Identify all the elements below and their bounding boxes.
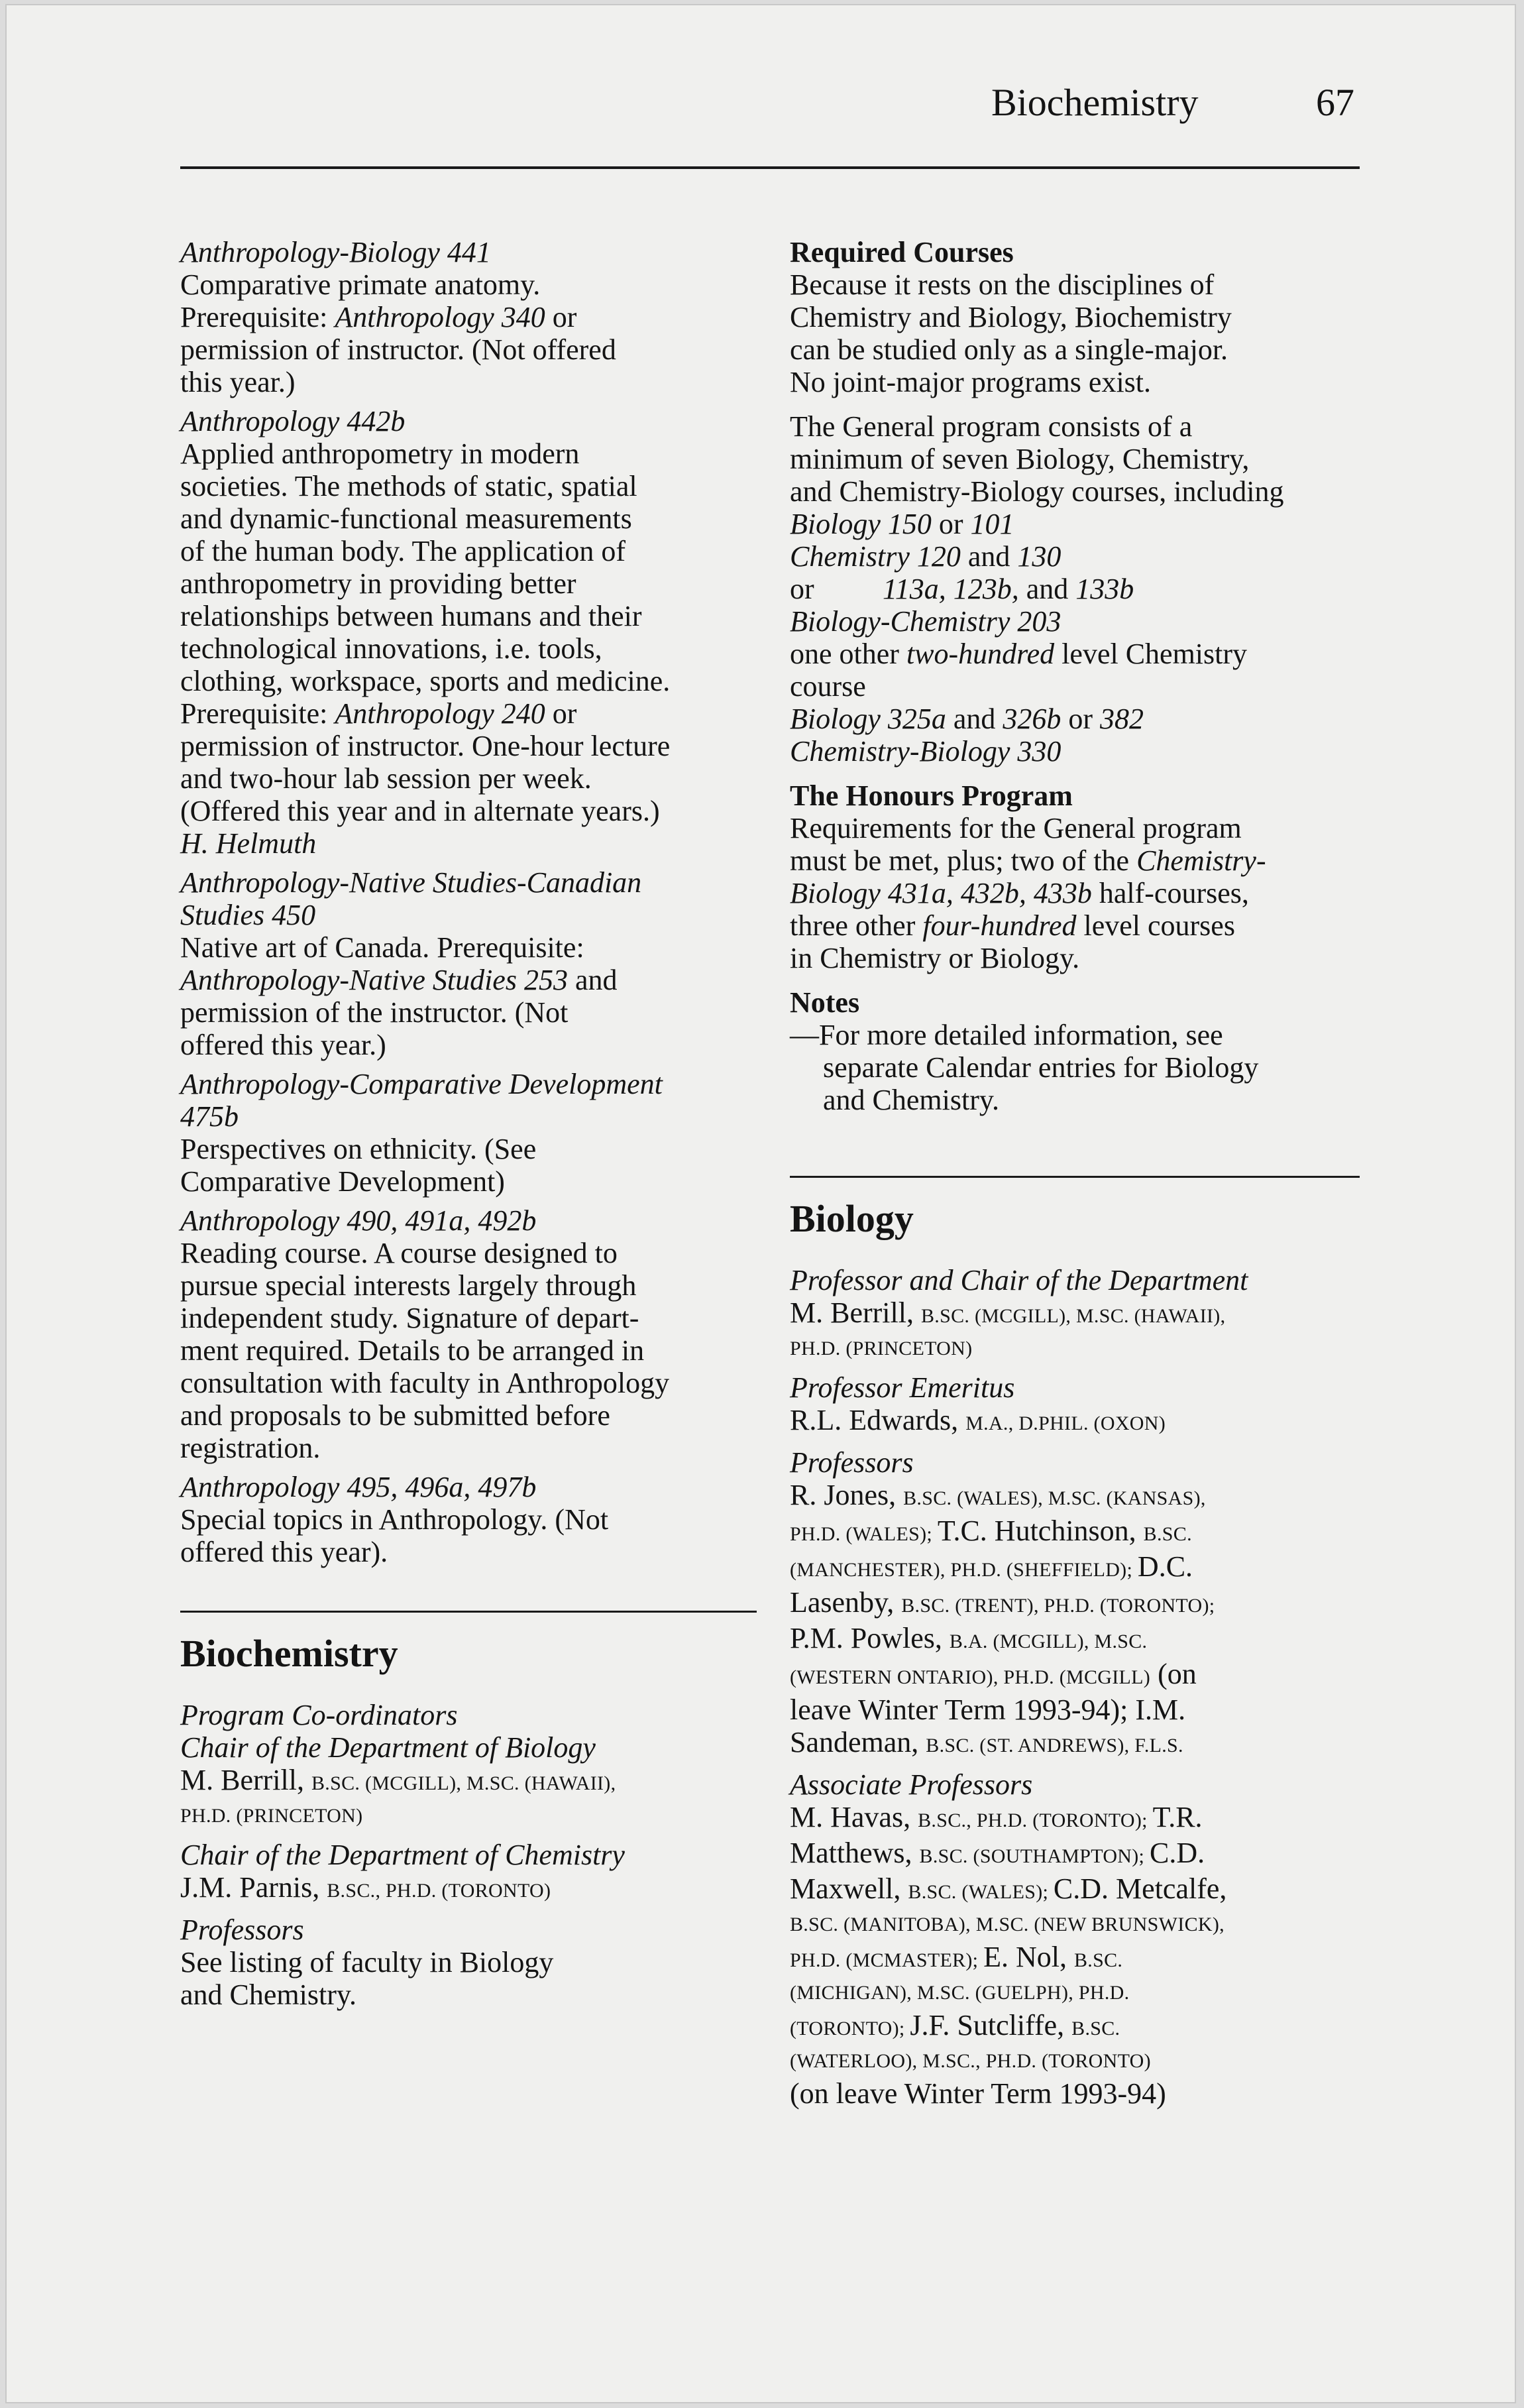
course-title: Anthropology 495, 496a, 497b: [180, 1471, 537, 1503]
section-title-biochemistry: Biochemistry: [180, 1632, 398, 1675]
body-line: No joint-major programs exist.: [790, 366, 1152, 398]
course-requirement: or 113a, 123b, and 133b: [790, 573, 1134, 605]
faculty-line: (MICHIGAN), M.SC. (GUELPH), PH.D.: [790, 1982, 1130, 2004]
course-desc-line: societies. The methods of static, spatial: [180, 470, 637, 502]
faculty-line: (WATERLOO), M.SC., PH.D. (TORONTO): [790, 2050, 1151, 2072]
faculty-degrees: PH.D. (PRINCETON): [790, 1338, 973, 1359]
course-desc-line: and dynamic-functional measurements: [180, 502, 632, 535]
faculty-line: (TORONTO); J.F. Sutcliffe, B.SC.: [790, 2009, 1120, 2041]
course-anthropology-490: [180, 1204, 757, 1464]
course-title: Studies 450: [180, 899, 316, 931]
course-anthropology-495: [180, 1471, 757, 1568]
course-title: Anthropology-Native Studies-Canadian: [180, 866, 642, 899]
biochem-chem-chair: [180, 1839, 757, 1907]
subheading: Professor Emeritus: [790, 1371, 1015, 1404]
faculty-line: Sandeman, B.SC. (ST. ANDREWS), F.L.S.: [790, 1726, 1183, 1758]
notes: [790, 986, 1360, 1116]
course-title: Anthropology 490, 491a, 492b: [180, 1204, 537, 1237]
course-requirement: Biology 325a and 326b or 382: [790, 703, 1144, 735]
body-line: in Chemistry or Biology.: [790, 942, 1080, 974]
section-title-biology: Biology: [790, 1197, 914, 1240]
section-rule: [180, 1611, 757, 1613]
subheading: Chair of the Department of Biology: [180, 1731, 596, 1764]
body-line: must be met, plus; two of the Chemistry-: [790, 844, 1266, 877]
course-anthropology-442b: [180, 405, 757, 860]
course-prereq-line: Prerequisite: Anthropology 340 or: [180, 301, 577, 333]
body-line: and Chemistry.: [180, 1978, 356, 2011]
faculty-line: P.M. Powles, B.A. (MCGILL), M.SC.: [790, 1622, 1148, 1654]
subheading: Required Courses: [790, 236, 1014, 268]
course-desc-line: consultation with faculty in Anthropology: [180, 1367, 670, 1399]
subheading: Professors: [180, 1914, 304, 1946]
faculty-entry: R.L. Edwards, M.A., D.PHIL. (OXON): [790, 1404, 1166, 1436]
subheading: Professors: [790, 1446, 914, 1479]
course-requirement: course: [790, 670, 866, 703]
course-prereq-line: Anthropology-Native Studies 253 and: [180, 964, 618, 996]
course-anthropology-biology-441: [180, 236, 757, 398]
subheading: The Honours Program: [790, 779, 1073, 812]
body-line: minimum of seven Biology, Chemistry,: [790, 443, 1250, 475]
subheading: Professor and Chair of the Department: [790, 1264, 1248, 1296]
course-desc-line: ment required. Details to be arranged in: [180, 1334, 645, 1367]
faculty-degrees: PH.D. (PRINCETON): [180, 1805, 363, 1827]
course-desc-line: Comparative Development): [180, 1165, 505, 1198]
course-desc-line: (Offered this year and in alternate years.): [180, 795, 660, 827]
course-desc-line: of the human body. The application of: [180, 535, 626, 567]
course-desc-line: and two-hour lab session per week.: [180, 762, 592, 795]
course-desc-line: Comparative primate anatomy.: [180, 268, 541, 301]
page-header: [991, 81, 1354, 124]
course-prereq-line: Prerequisite: Anthropology 240 or: [180, 697, 577, 730]
course-desc-line: relationships between humans and their: [180, 600, 642, 632]
faculty-line: PH.D. (MCMASTER); E. Nol, B.SC.: [790, 1941, 1123, 1973]
course-desc-line: offered this year).: [180, 1536, 388, 1568]
faculty-line: (on leave Winter Term 1993-94): [790, 2077, 1166, 2110]
course-desc-line: Special topics in Anthropology. (Not: [180, 1503, 609, 1536]
right-column: [790, 236, 1360, 2116]
course-desc-line: Native art of Canada. Prerequisite:: [180, 931, 584, 964]
note-line: and Chemistry.: [823, 1084, 999, 1116]
course-desc-line: registration.: [180, 1432, 321, 1464]
body-line: can be studied only as a single-major.: [790, 333, 1228, 366]
subheading: Associate Professors: [790, 1768, 1033, 1801]
biochem-coordinators: [180, 1699, 757, 1832]
calendar-page: [7, 5, 1515, 2402]
course-title: Anthropology 442b: [180, 405, 406, 437]
general-program: [790, 410, 1360, 768]
biology-emeritus: [790, 1371, 1360, 1440]
faculty-entry: M. Berrill, B.SC. (MCGILL), M.SC. (HAWAII),: [180, 1764, 616, 1796]
course-desc-line: clothing, workspace, sports and medicine.: [180, 665, 671, 697]
course-desc-line: anthropometry in providing better: [180, 567, 576, 600]
body-line: three other four-hundred level courses: [790, 909, 1235, 942]
biology-professors: [790, 1446, 1360, 1762]
body-line: Biology 431a, 432b, 433b half-courses,: [790, 877, 1249, 909]
course-requirement: Chemistry-Biology 330: [790, 735, 1061, 768]
faculty-entry: J.M. Parnis, B.SC., PH.D. (TORONTO): [180, 1871, 551, 1904]
faculty-line: R. Jones, B.SC. (WALES), M.SC. (KANSAS),: [790, 1479, 1206, 1511]
header-rule: [180, 166, 1360, 169]
course-title: Anthropology-Biology 441: [180, 236, 491, 268]
faculty-line: Maxwell, B.SC. (WALES); C.D. Metcalfe,: [790, 1872, 1227, 1905]
course-desc-line: offered this year.): [180, 1029, 386, 1061]
page-number: 67: [1316, 81, 1354, 124]
course-instructor: H. Helmuth: [180, 827, 317, 860]
course-desc-line: permission of instructor. (Not offered: [180, 333, 616, 366]
course-anthropology-native-studies-450: [180, 866, 757, 1061]
faculty-line: B.SC. (MANITOBA), M.SC. (NEW BRUNSWICK),: [790, 1914, 1225, 1935]
course-requirement: one other two-hundred level Chemistry: [790, 638, 1248, 670]
biochem-professors: [180, 1914, 757, 2011]
biology-associate-professors: [790, 1768, 1360, 2110]
body-line: See listing of faculty in Biology: [180, 1946, 554, 1978]
subheading: Program Co-ordinators: [180, 1699, 458, 1731]
course-desc-line: permission of the instructor. (Not: [180, 996, 569, 1029]
honours-program: [790, 779, 1360, 974]
course-anthropology-comparative-development-475b: [180, 1068, 757, 1198]
body-line: Because it rests on the disciplines of: [790, 268, 1215, 301]
biology-chair: [790, 1264, 1360, 1365]
faculty-line: Lasenby, B.SC. (TRENT), PH.D. (TORONTO);: [790, 1586, 1215, 1619]
faculty-line: (MANCHESTER), PH.D. (SHEFFIELD); D.C.: [790, 1550, 1193, 1583]
course-desc-line: Reading course. A course designed to: [180, 1237, 618, 1269]
course-desc-line: independent study. Signature of depart-: [180, 1302, 639, 1334]
course-requirement: Biology-Chemistry 203: [790, 605, 1061, 638]
course-desc-line: Applied anthropometry in modern: [180, 437, 580, 470]
subheading: Notes: [790, 986, 860, 1019]
course-requirement: Chemistry 120 and 130: [790, 540, 1061, 573]
course-desc-line: pursue special interests largely through: [180, 1269, 637, 1302]
body-line: Requirements for the General program: [790, 812, 1242, 844]
body-line: and Chemistry-Biology courses, including: [790, 475, 1284, 508]
course-desc-line: Perspectives on ethnicity. (See: [180, 1133, 537, 1165]
faculty-line: Matthews, B.SC. (SOUTHAMPTON); C.D.: [790, 1837, 1205, 1869]
course-title: 475b: [180, 1100, 239, 1133]
note-line: separate Calendar entries for Biology: [823, 1051, 1259, 1084]
faculty-entry: M. Berrill, B.SC. (MCGILL), M.SC. (HAWAII),: [790, 1296, 1226, 1329]
course-desc-line: this year.): [180, 366, 296, 398]
body-line: The General program consists of a: [790, 410, 1193, 443]
faculty-line: PH.D. (WALES); T.C. Hutchinson, B.SC.: [790, 1515, 1192, 1547]
faculty-line: leave Winter Term 1993-94); I.M.: [790, 1693, 1186, 1726]
course-requirement: Biology 150 or 101: [790, 508, 1014, 540]
subheading: Chair of the Department of Chemistry: [180, 1839, 625, 1871]
left-column: [180, 236, 757, 2018]
course-title: Anthropology-Comparative Development: [180, 1068, 663, 1100]
required-courses: [790, 236, 1360, 398]
faculty-line: M. Havas, B.SC., PH.D. (TORONTO); T.R.: [790, 1801, 1203, 1833]
course-desc-line: technological innovations, i.e. tools,: [180, 632, 602, 665]
note-line: —For more detailed information, see: [790, 1019, 1223, 1051]
running-title: Biochemistry: [991, 81, 1199, 124]
faculty-line: (WESTERN ONTARIO), PH.D. (MCGILL) (on: [790, 1658, 1197, 1690]
course-desc-line: and proposals to be submitted before: [180, 1399, 610, 1432]
body-line: Chemistry and Biology, Biochemistry: [790, 301, 1232, 333]
course-desc-line: permission of instructor. One-hour lecture: [180, 730, 671, 762]
section-rule: [790, 1176, 1360, 1178]
